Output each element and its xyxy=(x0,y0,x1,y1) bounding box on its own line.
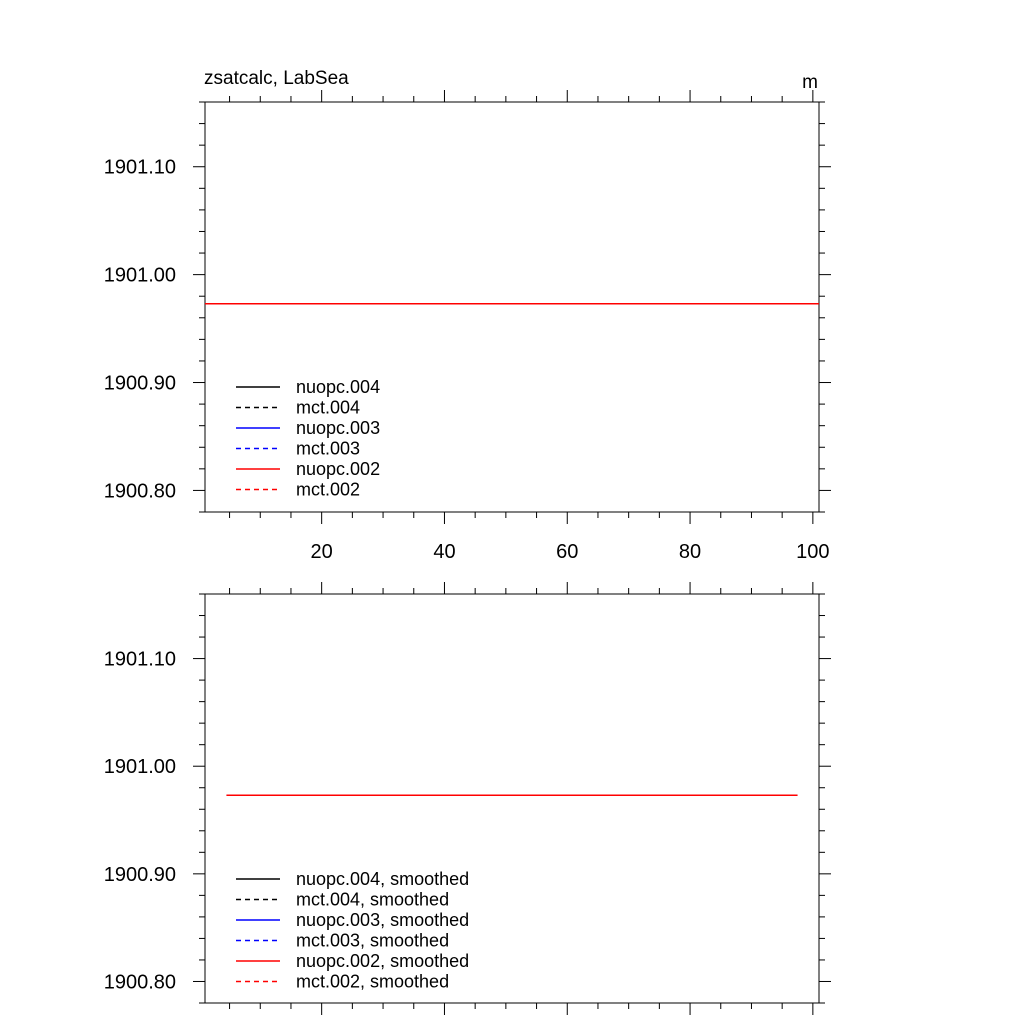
legend-label: mct.004, smoothed xyxy=(296,889,450,910)
y-tick-label: 1901.00 xyxy=(103,756,176,779)
y-tick-label: 1900.80 xyxy=(103,971,176,994)
y-tick-label: 1901.00 xyxy=(103,264,176,287)
legend-label: mct.002, smoothed xyxy=(296,971,450,992)
legend-label: mct.002 xyxy=(296,479,361,500)
units-label: m xyxy=(802,72,818,93)
legend-label: nuopc.003 xyxy=(296,418,381,438)
x-tick-label: 100 xyxy=(796,541,830,563)
figure-title: zsatcalc, LabSea xyxy=(204,68,349,89)
legend-label: mct.003, smoothed xyxy=(296,930,450,951)
y-tick-label: 1900.80 xyxy=(103,480,176,503)
x-tick-label: 60 xyxy=(556,541,579,563)
bottom-panel xyxy=(104,582,831,1015)
legend-label: nuopc.004, smoothed xyxy=(296,869,470,889)
legend-label: mct.003 xyxy=(296,438,361,459)
x-tick-label: 20 xyxy=(310,541,333,563)
y-tick-label: 1900.90 xyxy=(103,863,176,886)
x-tick-label: 80 xyxy=(678,541,702,563)
y-tick-label: 1901.10 xyxy=(103,156,176,179)
legend-label: nuopc.002 xyxy=(296,459,381,479)
y-tick-label: 1900.90 xyxy=(103,372,176,395)
top-panel xyxy=(104,90,831,563)
legend-label: mct.004 xyxy=(296,397,361,418)
x-tick-label: 40 xyxy=(433,541,456,563)
legend-label: nuopc.003, smoothed xyxy=(296,910,470,930)
legend-label: nuopc.004 xyxy=(296,377,381,397)
y-tick-label: 1901.10 xyxy=(103,648,176,671)
legend-label: nuopc.002, smoothed xyxy=(296,951,470,971)
